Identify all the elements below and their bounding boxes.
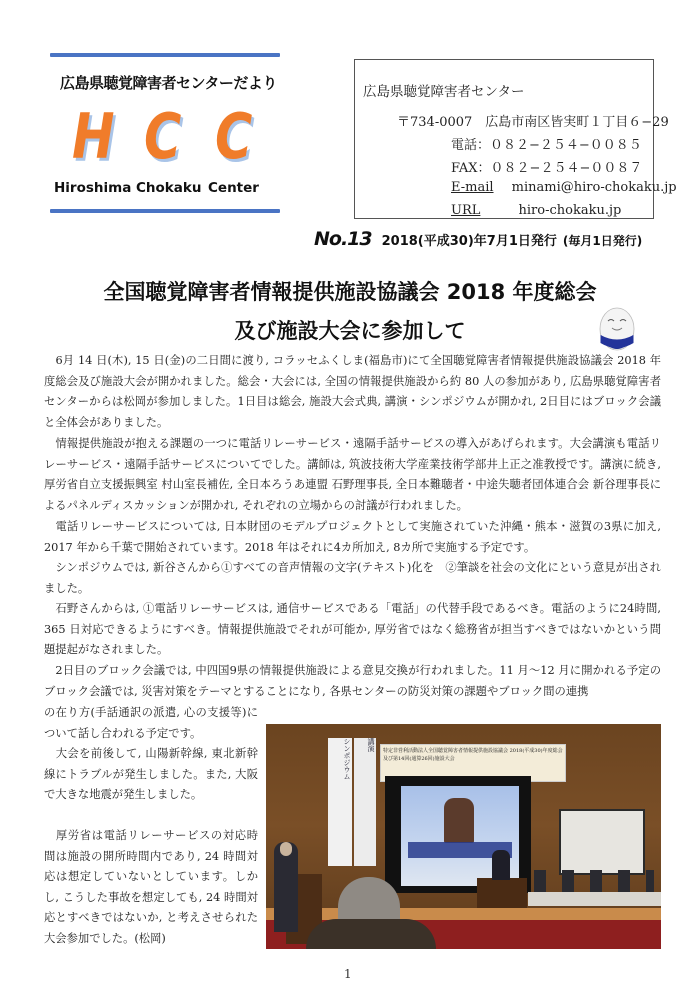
url-link[interactable]: hiro-chokaku.jp bbox=[518, 203, 622, 218]
logo-word-center: Center bbox=[208, 180, 259, 196]
phone-label: 電話： bbox=[451, 138, 491, 153]
logo-letter-h: H bbox=[72, 100, 115, 173]
photo-side-banner-2: 講演 bbox=[354, 738, 376, 866]
url-label: URL bbox=[451, 203, 481, 218]
paragraph-7: 大会を前後して, 山陽新幹線, 東北新幹線にトラブルが発生しました。また, 大阪で大きな地震が発生しました。 bbox=[44, 747, 258, 802]
phone-number: ０８２−２５４−００８５ bbox=[490, 138, 642, 153]
issue-number: No.13 bbox=[314, 228, 372, 250]
postal-address: 〒734-0007 広島市南区皆実町１丁目６−29 bbox=[397, 115, 669, 130]
paragraph-8: 厚労省は電話リレーサービスの対応時間は施設の開所時間内であり, 24 時間対応は想定していないとしています。しかし, こうした事故を想定しても, 24 時間対応とすべきではないか, と考えさせられた大会参加でした。(松岡) bbox=[44, 829, 258, 945]
email-label: E-mail bbox=[451, 180, 494, 195]
daruma-mascot-icon bbox=[597, 297, 637, 351]
paragraph-2: 情報提供施設が抱える課題の一つに電話リレーサービス・遠隔手話サービスの導入があげられます。大会講演も電話リレーサービス・遠隔手話サービスについてでした。講師は, 筑波技術大学産業技術学部井上正之准教授です。講演に続き, 厚労省自立支援振興室 村山室長補佐, 全日本ろうあ連盟 石野理事長, 全日本難聴者・中途失聴者団体連合会 新谷理事長によるパネルディスカッションが開かれ, それぞれの立場からの討議が行われました。 bbox=[44, 437, 661, 512]
masthead-subtitle: 広島県聴覚障害者センターだより bbox=[60, 74, 277, 92]
issue-frequency: (毎月1日発行) bbox=[562, 234, 643, 248]
photo-side-banner-1: シンポジウム bbox=[328, 738, 352, 866]
article-title-line2: 及び施設大会に参加して bbox=[234, 319, 466, 343]
email-link[interactable]: minami@hiro-chokaku.jp bbox=[511, 180, 677, 195]
article-title-line1: 全国聴覚障害者情報提供施設協議会 2018 年度総会 bbox=[103, 280, 597, 304]
masthead-bottom-rule bbox=[50, 209, 280, 213]
conference-photo bbox=[266, 724, 661, 949]
fax-row bbox=[451, 157, 642, 176]
paragraph-5: 石野さんからは, ①電話リレーサービスは, 通信サービスである「電話」の代替手段であるべき。電話のように24時間, 365 日対応できるようにすべき。情報提供施設でそれが可能か, 厚労省ではなく総務省が担当すべきではないかという問題提起がなされました。 bbox=[44, 602, 661, 657]
page-number: 1 bbox=[344, 967, 352, 981]
fax-number: ０８２−２５４−００８７ bbox=[490, 161, 643, 176]
address-box bbox=[354, 59, 677, 219]
paragraph-6-cont: の在り方(手話通訳の派遣, 心の支援等)について話し合われる予定です。 bbox=[44, 706, 258, 740]
org-name: 広島県聴覚障害者センター bbox=[363, 84, 525, 100]
logo-word-hiroshima: Hiroshima bbox=[54, 180, 132, 196]
logo-letter-c1: C bbox=[144, 100, 182, 173]
email-row bbox=[451, 180, 677, 195]
masthead-top-rule bbox=[50, 53, 280, 57]
paragraph-1: 6月 14 日(木), 15 日(金)の二日間に渡り, コラッセふくしま(福島市)にて全国聴覚障害者情報提供施設協議会 2018 年度総会及び施設大会が開かれました。総会・大会には, 全国の情報提供施設から約 80 人の参加があり, 広島県聴覚障害者センターからは松岡が参加しました。1日目は総会, 施設大会式典, 講演・シンポジウムが開かれ, 2日目にはブロック会議と全体会がありました。 bbox=[44, 354, 661, 429]
photo-top-banner: 特定非営利活動法人全国聴覚障害者情報提供施設協議会 2018(平成30)年度総会及び第14回(通算26回)施設大会 bbox=[380, 744, 566, 782]
fax-label: FAX： bbox=[451, 161, 491, 176]
paragraph-3: 電話リレーサービスについては, 日本財団のモデルプロジェクトとして実施されていた沖縄・熊本・滋賀の3県に加え, 2017 年から千葉で開始されています。2018 年はそれに4カ所加え, 8カ所で実施する予定です。 bbox=[44, 520, 661, 554]
issue-date: 2018(平成30)年7月1日発行 bbox=[381, 234, 557, 249]
phone-row bbox=[451, 134, 642, 153]
photo-side-screen bbox=[559, 809, 645, 875]
paragraph-4: シンポジウムでは, 新谷さんから①すべての音声情報の文字(テキスト)化を ②筆談を社会の文化にという意見が出されました。 bbox=[44, 561, 661, 595]
url-row bbox=[451, 203, 621, 218]
issue-line bbox=[314, 228, 642, 250]
logo-word-chokaku: Chokaku bbox=[136, 180, 202, 196]
logo-letter-c2: C bbox=[215, 100, 253, 173]
paragraph-6: 2日目のブロック会議では, 中四国9県の情報提供施設による意見交換が行われました。11 月〜12 月に開かれる予定のブロック会議では, 災害対策をテーマとすることになり, 各県センターの防災対策の課題やブロック間の連携 bbox=[44, 664, 661, 698]
